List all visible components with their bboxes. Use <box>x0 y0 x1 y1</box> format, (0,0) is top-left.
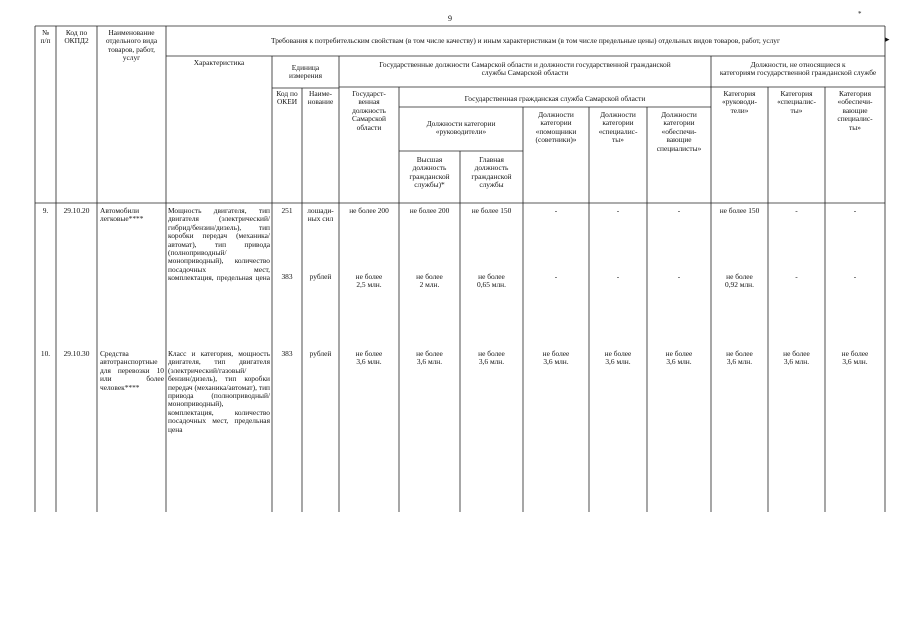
value-cell: не более 3,6 млн. <box>665 349 693 367</box>
row-characteristic: Мощность двигателя, тип двигателя (электрический/гибрид/бензин/дизель), тип коробки передач (механика/автомат), тип привода (полноприводный/моноприводный), количество посадочных мест, комплектация, предельная цена <box>168 206 270 283</box>
value-cell: - <box>853 272 857 281</box>
header-characteristic: Характеристика <box>193 58 245 67</box>
value-cell: - <box>795 272 798 281</box>
value-cell: не более 150 <box>719 206 760 215</box>
header-requirements: Требования к потребительским свойствам (в том числе качеству) и иным характеристикам (в том числе предельные цены) отдельных видов товаров, работ, услуг <box>270 36 781 45</box>
value-cell: не более 3,6 млн. <box>783 349 810 367</box>
header-cat-leaders: Категория «руководи- тели» <box>722 89 757 115</box>
value-cell: - <box>554 272 558 281</box>
row-okei: 251 <box>281 206 293 215</box>
value-cell: не более 0,65 млн. <box>477 272 506 290</box>
header-highest: Высшая должность гражданской службы)* <box>409 155 450 190</box>
value-cell: - <box>554 206 558 215</box>
row-num: 9. <box>42 206 49 215</box>
value-cell: не более 3,6 млн. <box>841 349 869 367</box>
header-assistants: Должности категории «помощники (советники)» <box>535 110 577 145</box>
value-cell: не более 0,92 млн. <box>725 272 754 290</box>
value-cell: - <box>795 206 798 215</box>
value-cell: - <box>677 206 681 215</box>
row-okpd: 29.10.30 <box>63 349 90 358</box>
value-cell: не более 3,6 млн. <box>726 349 753 367</box>
value-cell: - <box>616 206 620 215</box>
header-num: № п/п <box>40 28 51 46</box>
header-civil-service: Государственная гражданская служба Самарской области <box>464 94 646 103</box>
arrow-mark: ▸ <box>885 34 890 44</box>
header-okpd: Код по ОКПД2 <box>64 28 89 46</box>
row-num: 10. <box>40 349 51 358</box>
row-unit: лошади- ных сил <box>307 206 334 224</box>
value-cell: не более 3,6 млн. <box>355 349 383 367</box>
header-gov-position: Государст- венная должность Самарской области <box>352 89 386 132</box>
value-cell: не более 3,6 млн. <box>478 349 505 367</box>
page-number: 9 <box>448 14 452 23</box>
row-name: Средства автотранспортные для перевозки 10 или более человек**** <box>100 349 164 392</box>
header-unit-code: Код по ОКЕИ <box>276 89 298 107</box>
value-cell: не более 2 млн. <box>416 272 443 290</box>
row-okei: 383 <box>281 272 293 281</box>
row-unit: рублей <box>309 272 332 281</box>
row-characteristic: Класс и категория, мощность двигателя, тип двигателя (электрический/газовый/бензин/дизель), тип коробки передач (механика/автомат), тип привода (полноприводный/моноприводный), комплектация, количество посадочных мест, предельная цена <box>168 349 270 434</box>
header-unit: Единица измерения <box>288 63 322 81</box>
value-cell: - <box>616 272 620 281</box>
header-not-civil: Должности, не относящиеся к категориям государственной гражданской службе <box>719 60 877 78</box>
header-specialists: Должности категории «специалис- ты» <box>598 110 638 145</box>
row-okei: 383 <box>281 349 293 358</box>
header-leaders: Должности категории «руководители» <box>426 119 496 137</box>
header-unit-name: Наиме- нование <box>307 89 334 107</box>
value-cell: - <box>853 206 857 215</box>
row-okpd: 29.10.20 <box>63 206 90 215</box>
row-unit: рублей <box>309 349 332 358</box>
header-main: Главная должность гражданской службы <box>471 155 512 190</box>
value-cell: не более 200 <box>409 206 450 215</box>
row-name: Автомобили легковые**** <box>100 206 144 224</box>
header-cat-specialists: Категория «специалис- ты» <box>777 89 816 115</box>
header-name: Наименование отдельного вида товаров, работ, услуг <box>105 28 158 63</box>
value-cell: не более 150 <box>471 206 512 215</box>
corner-mark: * <box>858 10 862 18</box>
value-cell: - <box>677 272 681 281</box>
header-support: Должности категории «обеспечи- вающие специалисты» <box>656 110 702 153</box>
value-cell: не более 200 <box>349 206 389 215</box>
value-cell: не более 3,6 млн. <box>542 349 570 367</box>
value-cell: не более 2,5 млн. <box>355 272 383 290</box>
header-state-positions: Государственные должности Самарской области и должности государственной гражданской службы Самарской области <box>379 60 671 78</box>
header-cat-support: Категория «обеспечи- вающие специалис- ты» <box>837 89 873 132</box>
value-cell: не более 3,6 млн. <box>604 349 632 367</box>
value-cell: не более 3,6 млн. <box>416 349 443 367</box>
